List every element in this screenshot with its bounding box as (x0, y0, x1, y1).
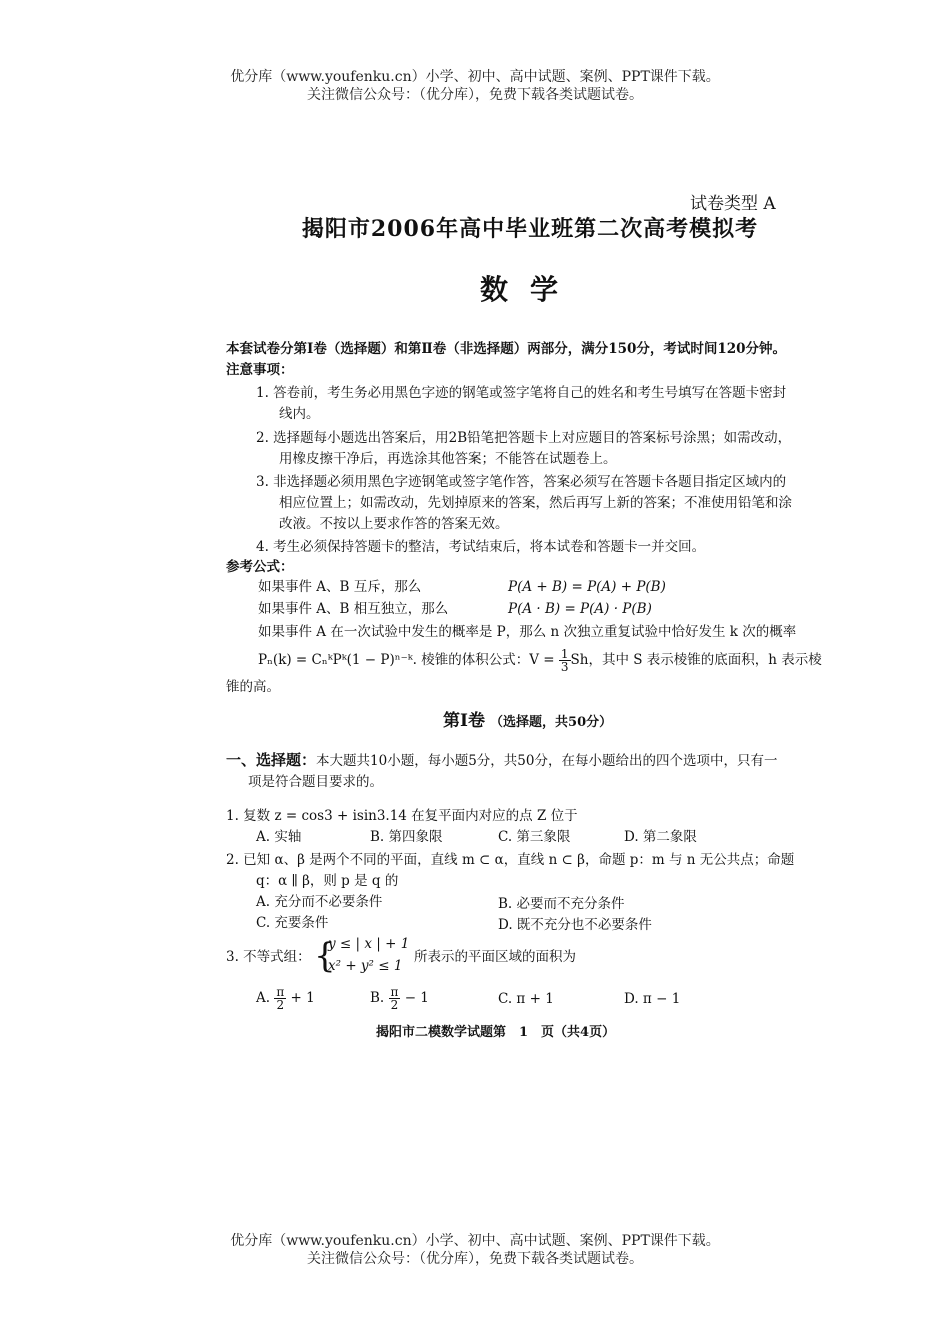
formula-volume-tail: Sh，其中 S 表示棱锥的底面积，h 表示棱 (570, 652, 822, 668)
formula-volume-line (258, 648, 822, 673)
section-heading (226, 749, 777, 772)
note-line: 相应位置上；如需改动，先划掉原来的答案，然后再写上新的答案；不准使用铅笔和涂 (279, 495, 792, 511)
q1-option-c: C. 第三象限 (498, 829, 571, 845)
q2-option-c: C. 充要条件 (256, 915, 329, 931)
q2-option-a: A. 充分而不必要条件 (256, 894, 383, 910)
q3-option-b: B. $\frac{\pi}{2}$ − 1 (370, 985, 429, 1012)
page-footer: 揭阳市二模数学试题第 1 页（共4页） (376, 1025, 616, 1040)
section-heading-text2: 项是符合题目要求的。 (248, 774, 383, 790)
q3-option-c: C. π + 1 (498, 991, 554, 1007)
watermark-line1: 优分库（www.youfenku.cn）小学、初中、高中试题、案例、PPT课件下载。 (230, 69, 720, 85)
notes-heading: 注意事项： (226, 362, 294, 378)
section-heading-text: 本大题共10小题，每小题5分，共50分，在每小题给出的四个选项中，只有一 (316, 753, 778, 769)
bottom-watermark (0, 1232, 950, 1268)
formula-binomial-text: 如果事件 A 在一次试验中发生的概率是 P，那么 n 次独立重复试验中恰好发生 k 次的概率 (258, 624, 797, 640)
note-line: 线内。 (279, 406, 320, 422)
inequality-1: y ≤ | x | + 1 (328, 936, 410, 952)
subject-title: 数学 (479, 273, 580, 306)
formula-volume-end: 锥的高。 (226, 679, 280, 695)
question-2-stem: 2. 已知 α、β 是两个不同的平面，直线 m ⊂ α，直线 n ⊂ β，命题 p：m 与 n 无公共点；命题 (226, 852, 795, 868)
q2-option-b: B. 必要而不充分条件 (498, 896, 625, 912)
inequality-2: x² + y² ≤ 1 (328, 958, 403, 974)
note-line: 改液。不按以上要求作答的答案无效。 (279, 516, 509, 532)
watermark-line2: 关注微信公众号：（优分库），免费下载各类试题试卷。 (307, 1251, 643, 1267)
fraction-one-third: $\frac{1}{3}$ (560, 647, 569, 674)
section-title-sub: （选择题，共50分） (490, 715, 613, 730)
note-line: 3. 非选择题必须用黑色字迹钢笔或签字笔作答，答案必须写在答题卡各题目指定区域内的 (256, 474, 787, 490)
formula-independent: P(A · B) = P(A) · P(B) (508, 601, 652, 617)
question-3-stem-post: 所表示的平面区域的面积为 (414, 949, 576, 965)
section-heading-label: 一、选择题： (226, 751, 317, 769)
question-1-stem: 1. 复数 z = cos3 + isin3.14 在复平面内对应的点 Z 位于 (226, 808, 578, 824)
note-line: 4. 考生必须保持答题卡的整洁，考试结束后，将本试卷和答题卡一并交回。 (256, 539, 706, 555)
formula-mutex-text: 如果事件 A、B 互斥，那么 (258, 579, 422, 595)
q1-option-d: D. 第二象限 (624, 829, 697, 845)
section-title (443, 706, 612, 731)
q2-option-d: D. 既不充分也不必要条件 (498, 917, 652, 933)
q3-option-a: A. $\frac{\pi}{2}$ + 1 (256, 985, 315, 1012)
note-line: 1. 答卷前，考生务必用黑色字迹的钢笔或签字笔将自己的姓名和考生号填写在答题卡密封 (256, 385, 787, 401)
fraction-pi-over-2: $\frac{\pi}{2}$ (390, 985, 399, 1012)
brace-symbol: { (314, 936, 336, 976)
note-line: 2. 选择题每小题选出答案后，用2B铅笔把答题卡上对应题目的答案标号涂黑；如需改动， (256, 430, 792, 446)
note-line: 用橡皮擦干净后，再选涂其他答案；不能答在试题卷上。 (279, 451, 617, 467)
watermark-line1: 优分库（www.youfenku.cn）小学、初中、高中试题、案例、PPT课件下载。 (230, 1233, 720, 1249)
intro-text: 本套试卷分第Ⅰ卷（选择题）和第Ⅱ卷（非选择题）两部分，满分150分，考试时间120分钟。 (226, 341, 787, 357)
top-watermark (0, 68, 950, 104)
watermark-line2: 关注微信公众号：（优分库），免费下载各类试题试卷。 (307, 87, 643, 103)
q3-option-d: D. π − 1 (624, 991, 681, 1007)
section-title-main: 第Ⅰ卷 (443, 711, 485, 731)
formula-mutex: P(A + B) = P(A) + P(B) (508, 579, 666, 595)
formula-binomial: Pₙ(k) = CₙᵏPᵏ(1 − P)ⁿ⁻ᵏ. 棱锥的体积公式：V = (258, 652, 559, 668)
fraction-pi-over-2: $\frac{\pi}{2}$ (276, 985, 285, 1012)
exam-title: 揭阳市2006年高中毕业班第二次高考模拟考 (301, 216, 759, 242)
question-2-stem2: q：α ∥ β，则 p 是 q 的 (256, 873, 399, 889)
formula-independent-text: 如果事件 A、B 相互独立，那么 (258, 601, 449, 617)
formulas-heading: 参考公式： (226, 559, 294, 575)
q1-option-b: B. 第四象限 (370, 829, 443, 845)
q1-option-a: A. 实轴 (256, 829, 302, 845)
paper-type: 试卷类型 A (690, 194, 776, 214)
question-3-stem-pre: 3. 不等式组： (226, 949, 311, 965)
